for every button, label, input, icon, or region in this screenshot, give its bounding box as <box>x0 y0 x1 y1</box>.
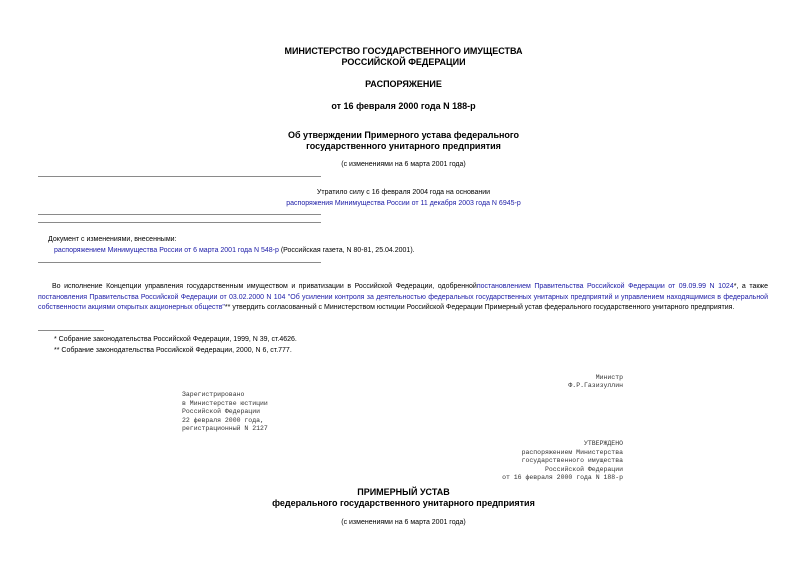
document-date: от 16 февраля 2000 года N 188-р <box>331 101 476 111</box>
body-text-part2: *, а также <box>733 283 769 290</box>
divider <box>38 222 321 223</box>
registration-line5: регистрационный N 2127 <box>182 425 268 432</box>
registration-line1: Зарегистрировано <box>182 391 245 398</box>
divider <box>38 176 321 177</box>
divider <box>38 214 321 215</box>
document-title-line1: Об утверждении Примерного устава федерального <box>287 130 520 140</box>
expired-status-text: Утратило силу с 16 февраля 2004 года на основании <box>316 189 491 196</box>
approval-line4: Российской Федерации <box>544 465 623 473</box>
ministry-name-line2: РОССИЙСКОЙ ФЕДЕРАЦИИ <box>341 57 466 67</box>
approval-line3: государственного имущества <box>521 457 623 464</box>
expired-basis-link[interactable]: распоряжения Минимущества России от 11 декабря 2003 года N 6945-р <box>286 200 521 207</box>
signature-name: Ф.Р.Газизуллин <box>568 382 623 389</box>
divider <box>38 262 321 263</box>
body-text-part3: ** утвердить согласованный с Министерством юстиции Российской Федерации Примерный устав федерального государственного унитарного предприятия. <box>224 304 735 311</box>
footnote-2: ** Собрание законодательства Российской Федерации, 2000, N 6, ст.777. <box>54 347 292 354</box>
charter-subtitle: федерального государственного унитарного предприятия <box>272 498 535 508</box>
footnote-divider <box>38 330 104 331</box>
amendment-link[interactable]: распоряжением Минимущества России от 6 марта 2001 года N 548-р <box>54 247 279 254</box>
government-decree-104-link[interactable]: постановления Правительства Российской Федерации от 03.02.2000 N 104 "Об усилении контроля за деятельностью федеральных государственных унитарных предприятий и управлением находящимися в федеральной собственности акциями открытых акционерных обществ" <box>38 293 768 311</box>
changes-note: (с изменениями на 6 марта 2001 года) <box>341 161 466 168</box>
body-text-part1: Во исполнение Концепции управления государственным имуществом и приватизации в Российской Федерации, одобренной <box>52 283 477 290</box>
charter-changes-note: (с изменениями на 6 марта 2001 года) <box>341 519 466 526</box>
approval-line5: от 16 февраля 2000 года N 188-р <box>502 474 623 481</box>
amendment-source: (Российская газета, N 80-81, 25.04.2001). <box>278 247 415 254</box>
signature-position: Министр <box>595 374 623 381</box>
body-paragraph <box>38 282 768 314</box>
ministry-name-line1: МИНИСТЕРСТВО ГОСУДАРСТВЕННОГО ИМУЩЕСТВА <box>284 46 523 56</box>
document-title-line2: государственного унитарного предприятия <box>306 141 501 151</box>
amendments-label: Документ с изменениями, внесенными: <box>48 236 177 243</box>
approval-line1: УТВЕРЖДЕНО <box>583 440 623 447</box>
approval-line2: распоряжением Министерства <box>521 448 623 456</box>
expired-status-line <box>0 199 807 208</box>
charter-title: ПРИМЕРНЫЙ УСТАВ <box>357 487 450 497</box>
registration-line2: в Министерстве юстиции <box>182 399 268 407</box>
government-decree-1024-link[interactable]: постановлением Правительства Российской Федерации от 09.09.99 N 1024 <box>476 283 734 290</box>
amendments-line <box>54 246 415 255</box>
registration-line4: 22 февраля 2000 года, <box>182 416 264 424</box>
footnote-1: * Собрание законодательства Российской Федерации, 1999, N 39, ст.4626. <box>54 336 297 343</box>
document-type: РАСПОРЯЖЕНИЕ <box>365 79 442 89</box>
registration-line3: Российской Федерации <box>182 408 261 415</box>
